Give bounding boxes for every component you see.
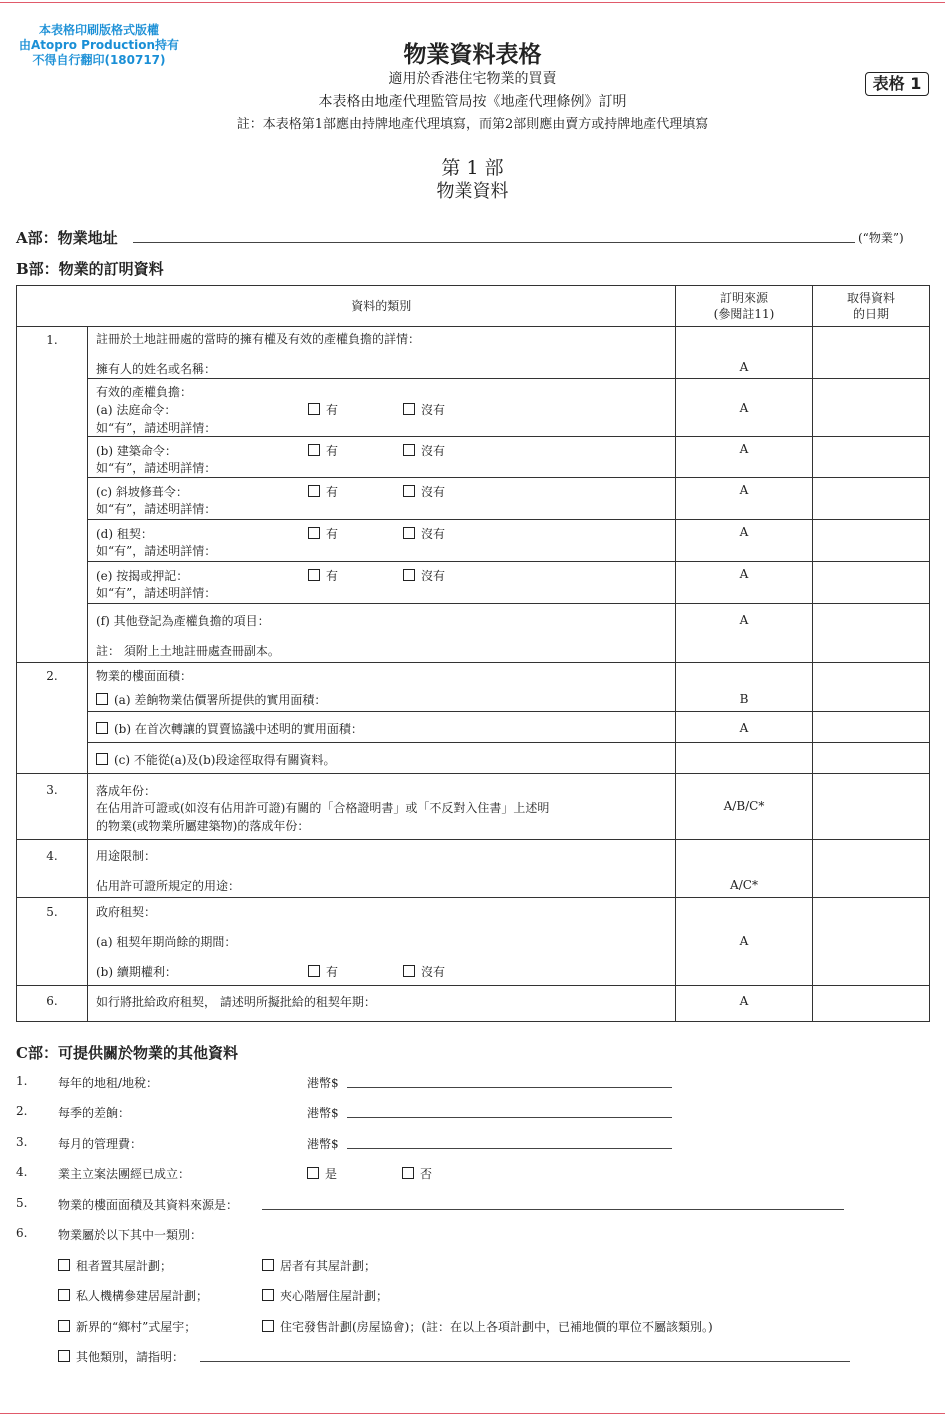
yes-label: 有 bbox=[326, 527, 339, 541]
bottom-border-line bbox=[0, 1413, 945, 1414]
village-house-checkbox[interactable] bbox=[58, 1320, 70, 1332]
form-title: 物業資料表格 bbox=[403, 41, 542, 68]
owners-corporation-no-checkbox[interactable] bbox=[402, 1167, 414, 1179]
property-category-label: 物業屬於以下其中一類別： bbox=[58, 1228, 203, 1242]
other-category-checkbox[interactable] bbox=[58, 1350, 70, 1362]
form-note-line: 註：本表格第1部應由持牌地產代理填寫，而第2部則應由賣方或持牌地產代理填寫 bbox=[236, 117, 709, 132]
c-item-number: 6. bbox=[16, 1226, 28, 1240]
part-number: 第 1 部 bbox=[441, 157, 504, 179]
c-item-number: 2. bbox=[16, 1104, 28, 1118]
date-cell[interactable] bbox=[813, 712, 930, 743]
floor-area-title: 物業的樓面面積： bbox=[96, 669, 193, 683]
date-cell[interactable] bbox=[813, 478, 930, 520]
yes-label: 有 bbox=[326, 403, 339, 417]
yes-label: 有 bbox=[326, 965, 339, 979]
source-value: B bbox=[739, 692, 749, 706]
source-value: A bbox=[739, 360, 749, 374]
tenants-purchase-checkbox[interactable] bbox=[58, 1259, 70, 1271]
date-cell[interactable] bbox=[813, 743, 930, 774]
court-order-label: (a) 法庭命令： bbox=[96, 403, 177, 417]
date-cell[interactable] bbox=[813, 604, 930, 663]
management-fee-field[interactable] bbox=[347, 1148, 672, 1149]
first-assignment-area-label: (b) 在首次轉讓的買賣協議中述明的實用面積： bbox=[114, 722, 363, 736]
other-category-field[interactable] bbox=[200, 1361, 850, 1362]
copyright-line-3: 不得自行翻印(180717) bbox=[32, 53, 166, 67]
table-row bbox=[17, 478, 930, 520]
source-value: A bbox=[739, 483, 749, 497]
form-subtitle: 適用於香港住宅物業的買賣 bbox=[388, 71, 557, 87]
rates-field[interactable] bbox=[347, 1117, 672, 1118]
no-label: 沒有 bbox=[421, 485, 446, 499]
table-row bbox=[17, 520, 930, 562]
c-item-number: 4. bbox=[16, 1165, 28, 1179]
owner-name-label: 擁有人的姓名或名稱： bbox=[96, 362, 217, 376]
lease-no-checkbox[interactable] bbox=[403, 527, 415, 539]
government-lease-title: 政府租契： bbox=[96, 905, 157, 919]
tenants-purchase-label: 租者置其屋計劃； bbox=[76, 1259, 173, 1273]
table-row bbox=[17, 437, 930, 478]
no-label: 否 bbox=[420, 1167, 433, 1181]
if-yes-label: 如“有”，請述明詳情： bbox=[96, 586, 217, 600]
yes-label: 有 bbox=[326, 485, 339, 499]
prescribed-info-table bbox=[16, 285, 930, 1022]
completion-year-title: 落成年份： bbox=[96, 784, 157, 798]
ownership-title: 註冊於土地註冊處的當時的擁有權及有效的產權負擔的詳情： bbox=[96, 332, 421, 346]
land-registry-note: 註： 須附上土地註冊處查冊副本。 bbox=[96, 644, 280, 658]
flat-for-sale-checkbox[interactable] bbox=[262, 1320, 274, 1332]
section-c-label: C部：可提供關於物業的其他資料 bbox=[16, 1044, 238, 1062]
private-sector-checkbox[interactable] bbox=[58, 1289, 70, 1301]
sandwich-class-label: 夾心階層住屋計劃； bbox=[280, 1289, 389, 1303]
no-label: 沒有 bbox=[421, 444, 446, 458]
table-row bbox=[17, 327, 930, 379]
date-cell[interactable] bbox=[813, 520, 930, 562]
if-yes-label: 如“有”，請述明詳情： bbox=[96, 461, 217, 475]
ground-rent-label: 每年的地租/地稅： bbox=[58, 1076, 159, 1090]
private-sector-label: 私人機構參建居屋計劃； bbox=[76, 1289, 209, 1303]
table-row bbox=[17, 712, 930, 743]
mortgage-label: (e) 按揭或押記： bbox=[96, 569, 189, 583]
other-category-label: 其他類別，請指明： bbox=[76, 1350, 185, 1364]
c-item-number: 1. bbox=[16, 1074, 28, 1088]
row-number: 4. bbox=[17, 840, 88, 898]
source-value: A bbox=[739, 613, 749, 627]
col-source-header bbox=[676, 286, 813, 327]
property-address-field[interactable] bbox=[133, 242, 855, 243]
top-border-line bbox=[0, 2, 945, 3]
owners-corporation-yes-checkbox[interactable] bbox=[307, 1167, 319, 1179]
table-row bbox=[17, 562, 930, 604]
encumbrance-label: 有效的產權負擔： bbox=[96, 385, 193, 399]
date-cell[interactable] bbox=[813, 898, 930, 986]
form-authority-line: 本表格由地產代理監管局按《地產代理條例》訂明 bbox=[318, 94, 627, 110]
lease-term-label: 如行將批給政府租契， 請述明所擬批給的租契年期： bbox=[96, 995, 376, 1009]
rating-area-checkbox[interactable] bbox=[96, 693, 108, 705]
col-date-line-1: 取得資料 bbox=[846, 291, 895, 305]
table-row bbox=[17, 774, 930, 840]
no-label: 沒有 bbox=[421, 403, 446, 417]
yes-label: 有 bbox=[326, 444, 339, 458]
source-value: A bbox=[739, 525, 749, 539]
area-unavailable-label: (c) 不能從(a)及(b)段途徑取得有關資料。 bbox=[114, 753, 336, 767]
copyright-line-1: 本表格印刷版格式版權 bbox=[38, 23, 159, 37]
row-number: 2. bbox=[17, 663, 88, 774]
first-assignment-area-checkbox[interactable] bbox=[96, 722, 108, 734]
home-ownership-checkbox[interactable] bbox=[262, 1259, 274, 1271]
table-row bbox=[17, 379, 930, 437]
owners-corporation-label: 業主立案法團經已成立： bbox=[58, 1167, 191, 1181]
date-cell[interactable] bbox=[813, 437, 930, 478]
source-value: A bbox=[739, 721, 749, 735]
form-number-badge: 表格 1 bbox=[865, 72, 929, 96]
lease-yes-checkbox[interactable] bbox=[308, 527, 320, 539]
date-cell[interactable] bbox=[813, 840, 930, 898]
other-encumbrance-label: (f) 其他登記為產權負擔的項目： bbox=[96, 614, 270, 628]
source-value: A bbox=[739, 934, 749, 948]
flat-for-sale-label: 住宅發售計劃(房屋協會)；(註：在以上各項計劃中，已補地價的單位不屬該類別。) bbox=[280, 1320, 713, 1334]
court-order-yes-checkbox[interactable] bbox=[308, 403, 320, 415]
table-row bbox=[17, 743, 930, 774]
table-row bbox=[17, 604, 930, 663]
renewal-yes-checkbox[interactable] bbox=[308, 965, 320, 977]
table-row bbox=[17, 986, 930, 1022]
source-value: A bbox=[739, 567, 749, 581]
area-unavailable-checkbox[interactable] bbox=[96, 753, 108, 765]
source-value: A/B/C* bbox=[723, 799, 765, 813]
slope-order-no-checkbox[interactable] bbox=[403, 485, 415, 497]
sandwich-class-checkbox[interactable] bbox=[262, 1289, 274, 1301]
table-row bbox=[17, 898, 930, 986]
table-row bbox=[17, 840, 930, 898]
section-a-label: A部：物業地址 bbox=[16, 229, 118, 247]
table-header-row bbox=[17, 286, 930, 327]
if-yes-label: 如“有”，請述明詳情： bbox=[96, 421, 217, 435]
no-label: 沒有 bbox=[421, 569, 446, 583]
court-order-no-checkbox[interactable] bbox=[403, 403, 415, 415]
user-restriction-title: 用途限制： bbox=[96, 849, 157, 863]
slope-order-yes-checkbox[interactable] bbox=[308, 485, 320, 497]
source-value: A bbox=[739, 401, 749, 415]
building-order-yes-checkbox[interactable] bbox=[308, 444, 320, 456]
completion-year-line-2: 的物業(或物業所屬建築物)的落成年份： bbox=[96, 819, 310, 833]
mortgage-yes-checkbox[interactable] bbox=[308, 569, 320, 581]
building-order-label: (b) 建築命令： bbox=[96, 444, 177, 458]
if-yes-label: 如“有”，請述明詳情： bbox=[96, 502, 217, 516]
management-fee-label: 每月的管理費： bbox=[58, 1137, 143, 1151]
slope-order-label: (c) 斜坡修葺令： bbox=[96, 485, 188, 499]
lease-label: (d) 租契： bbox=[96, 527, 153, 541]
village-house-label: 新界的“鄉村”式屋宇； bbox=[76, 1320, 197, 1334]
hkd-label: 港幣$ bbox=[307, 1076, 339, 1090]
date-cell[interactable] bbox=[813, 327, 930, 379]
rating-area-label: (a) 差餉物業估價署所提供的實用面積： bbox=[114, 693, 327, 707]
mortgage-no-checkbox[interactable] bbox=[403, 569, 415, 581]
source-value: A bbox=[739, 994, 749, 1008]
hkd-label: 港幣$ bbox=[307, 1137, 339, 1151]
date-cell[interactable] bbox=[813, 986, 930, 1022]
col-type-header: 資料的類別 bbox=[88, 286, 676, 327]
yes-label: 有 bbox=[326, 569, 339, 583]
date-cell[interactable] bbox=[813, 774, 930, 840]
permitted-use-label: 佔用許可證所規定的用途： bbox=[96, 879, 241, 893]
c-item-number: 3. bbox=[16, 1135, 28, 1149]
part-title: 物業資料 bbox=[436, 181, 509, 202]
table-row bbox=[17, 663, 930, 712]
c-item-number: 5. bbox=[16, 1196, 28, 1210]
completion-year-line-1: 在佔用許可證或(如沒有佔用許可證)有關的「合格證明書」或「不反對入住書」上述明 bbox=[96, 801, 550, 815]
building-order-no-checkbox[interactable] bbox=[403, 444, 415, 456]
copyright-line-2: 由Atopro Production持有 bbox=[18, 38, 180, 52]
floor-area-source-label: 物業的樓面面積及其資料來源是： bbox=[58, 1198, 239, 1212]
row-number: 5. bbox=[17, 898, 88, 986]
source-value: A bbox=[739, 442, 749, 456]
ground-rent-field[interactable] bbox=[347, 1087, 672, 1088]
col-date-header bbox=[813, 286, 930, 327]
property-suffix: (“物業”) bbox=[858, 231, 904, 245]
if-yes-label: 如“有”，請述明詳情： bbox=[96, 544, 217, 558]
floor-area-source-field[interactable] bbox=[262, 1209, 844, 1210]
yes-label: 是 bbox=[325, 1167, 338, 1181]
renewal-right-label: (b) 續期權利： bbox=[96, 965, 177, 979]
col-source-line-1: 訂明來源 bbox=[719, 291, 768, 305]
section-b-label: B部：物業的訂明資料 bbox=[16, 260, 164, 278]
no-label: 沒有 bbox=[421, 527, 446, 541]
unexpired-term-label: (a) 租契年期尚餘的期間： bbox=[96, 935, 237, 949]
col-source-line-2: (參閱註11) bbox=[713, 307, 775, 321]
date-cell[interactable] bbox=[813, 562, 930, 604]
row-number: 3. bbox=[17, 774, 88, 840]
no-label: 沒有 bbox=[421, 965, 446, 979]
date-cell[interactable] bbox=[813, 663, 930, 712]
rates-label: 每季的差餉： bbox=[58, 1106, 131, 1120]
date-cell[interactable] bbox=[813, 379, 930, 437]
source-value: A/C* bbox=[730, 878, 758, 892]
col-date-line-2: 的日期 bbox=[852, 307, 889, 321]
home-ownership-label: 居者有其屋計劃； bbox=[280, 1259, 377, 1273]
hkd-label: 港幣$ bbox=[307, 1106, 339, 1120]
renewal-no-checkbox[interactable] bbox=[403, 965, 415, 977]
row-number: 1. bbox=[17, 327, 88, 663]
row-number: 6. bbox=[17, 986, 88, 1022]
